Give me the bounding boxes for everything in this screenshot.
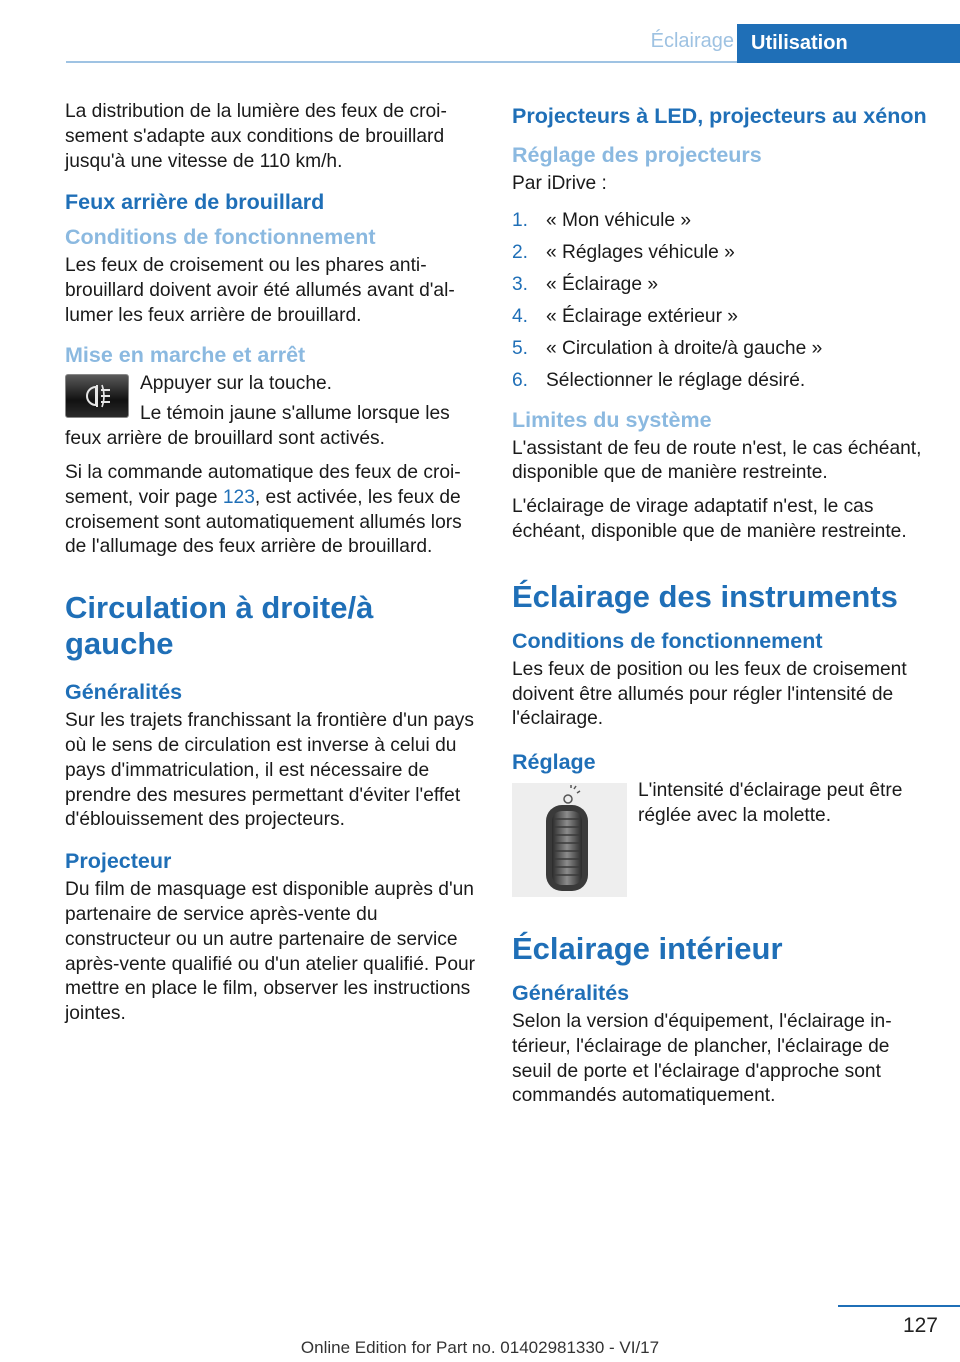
paragraph-general: Sur les trajets franchissant la frontière d'un pays où le sens de circulation est inverse à celui du pays d'immatriculation, il est nécessaire de prendre des mesures permettant d'éviter l'effet d'éblouissement des projecteurs. (65, 710, 474, 831)
heading-system-limits: Limites du système (512, 407, 712, 432)
heading-adjustment: Réglage (512, 750, 596, 775)
page-link-123[interactable]: 123 (222, 486, 255, 508)
page-number: 127 (902, 1314, 938, 1337)
paragraph-general-2: Selon la version d'équipement, l'éclairage intérieur, l'éclairage de plancher, l'éclairage de seuil de porte et l'éclairage d'approche sont commandés automatiquement. (512, 1011, 892, 1107)
paragraph-conditions: Les feux de croisement ou les phares antibrouillard doivent avoir été allumés avant d'allumer les feux arrière de brouillard. (65, 255, 455, 326)
heading-right-left-traffic: Circulation à droite/à gauche (65, 590, 374, 662)
heading-general: Généralités (65, 680, 183, 705)
rear-fog-light-button-icon (65, 374, 129, 418)
left-column (65, 100, 480, 1036)
list-item: 5. « Circulation à droite/à gauche » (512, 337, 823, 359)
footer-rule (838, 1305, 960, 1307)
heading-headlight: Projecteur (65, 849, 172, 874)
list-item: 6. Sélectionner le réglage désiré. (512, 369, 806, 391)
header-section-title: Éclairage (650, 30, 734, 52)
heading-on-off: Mise en marche et arrêt (65, 342, 306, 367)
paragraph-press-button: Appuyer sur la touche. (140, 372, 332, 394)
fog-button-row (65, 372, 480, 428)
header-tab: Utilisation (737, 24, 960, 63)
paragraph-limits-2: L'éclairage de virage adaptatif n'est, le cas échéant, disponible que de manière restreinte. (512, 496, 907, 542)
thumbwheel-icon (512, 783, 627, 897)
paragraph-conditions-2: Les feux de position ou les feux de croisement doivent être allumés pour régler l'intensité de l'éclairage. (512, 658, 907, 730)
heading-instrument-lighting: Éclairage des instruments (512, 578, 898, 614)
rear-fog-symbol-icon (66, 375, 128, 417)
paragraph-limits-1: L'assistant de feu de route n'est, le cas échéant, disponible que de manière restreinte. (512, 437, 922, 484)
heading-general-2: Généralités (512, 981, 630, 1006)
heading-headlight-setting: Réglage des projecteurs (512, 143, 762, 167)
right-column (512, 100, 930, 1118)
thumbwheel-image (512, 783, 627, 897)
list-item: 3. « Éclairage » (512, 273, 658, 295)
list-item: 4. « Éclairage extérieur » (512, 305, 738, 327)
edition-footer: Online Edition for Part no. 01402981330 - VI/17 (300, 1338, 660, 1357)
heading-rear-fog-lights: Feux arrière de brouillard (65, 190, 325, 215)
idrive-steps-list (512, 209, 930, 394)
heading-interior-lighting: Éclairage intérieur (512, 931, 783, 967)
heading-operating-conditions: Conditions de fonctionnement (65, 225, 376, 250)
heading-led-xenon: Projecteurs à LED, projecteurs au xénon (512, 104, 927, 128)
paragraph-via-idrive: Par iDrive : (512, 173, 607, 194)
heading-operating-conditions-2: Conditions de fonctionnement (512, 628, 823, 653)
thumbwheel-row (512, 779, 930, 897)
paragraph-auto-low-beam: Si la commande automatique des feux de croisement, voir page 123, est activée, les feux de croisement sont automatiquement allumés lors de l'allumage des feux arrière de brouillard. (65, 461, 462, 558)
paragraph-intro: La distribution de la lumière des feux de croisement s'adapte aux conditions de brouillard jusqu'à une vitesse de 110 km/h. (65, 101, 447, 172)
list-item: 2. « Réglages véhicule » (512, 241, 735, 263)
paragraph-indicator: Le témoin jaune s'allume lorsque les feux arrière de brouillard sont activés. (65, 403, 450, 450)
list-item: 1. « Mon véhicule » (512, 209, 692, 231)
paragraph-thumbwheel: L'intensité d'éclairage peut être réglée avec la molette. (638, 780, 903, 826)
paragraph-headlight: Du film de masquage est disponible auprès d'un partenaire de service après-vente du constructeur ou un autre partenaire de service après-vente qualifié ou d'un atelier qualifié. Pour mettre en place le film, observer les instructions jointes. (65, 879, 476, 1025)
